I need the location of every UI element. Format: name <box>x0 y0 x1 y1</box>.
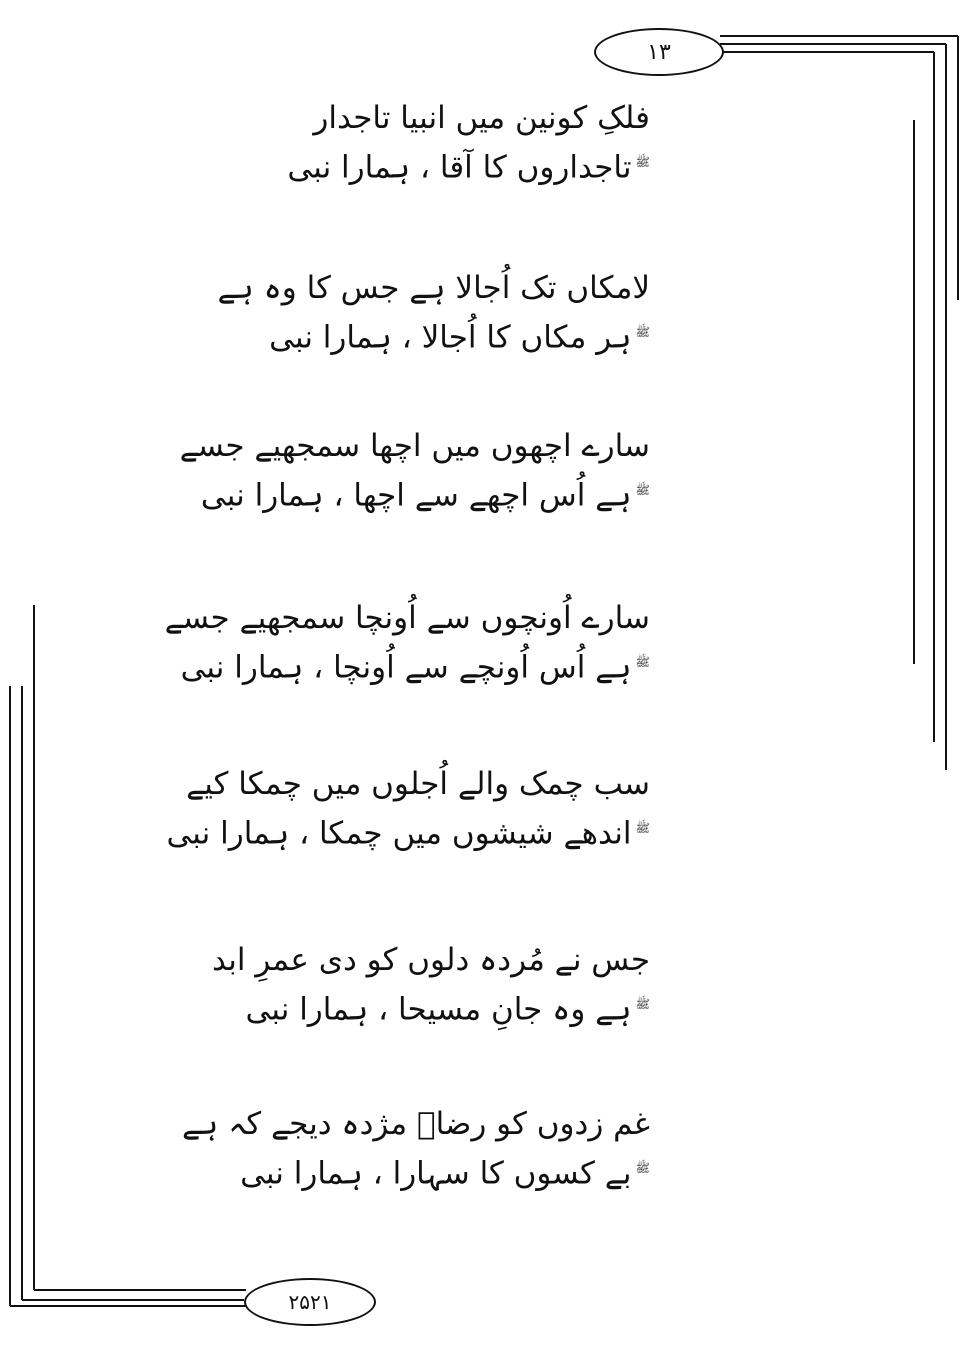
stanza-3-line-1: سارے اچھوں میں اچھا سمجھیے جسے <box>179 428 650 464</box>
page-number-bottom: ۲۵۲۱ <box>244 1278 376 1326</box>
stanza-4 <box>164 596 650 689</box>
stanza-6-line-2-text: ہے وہ جانِ مسیحا ، ہمارا نبی <box>245 991 632 1028</box>
page-number-top: ۱۳ <box>594 28 724 76</box>
honorific-mark: ﷺ <box>635 483 650 497</box>
stanza-2-line-2-text: ہر مکاں کا اُجالا ، ہمارا نبی <box>269 319 632 356</box>
honorific-mark: ﷺ <box>635 655 650 669</box>
stanza-3-line-2 <box>200 468 650 517</box>
stanza-7 <box>182 1102 650 1195</box>
stanza-4-line-2-text: ہے اُس اُونچے سے اُونچا ، ہمارا نبی <box>180 649 632 686</box>
stanza-5-line-1: سب چمک والے اُجلوں میں چمکا کیے <box>186 766 650 802</box>
stanza-6-line-2 <box>245 982 650 1031</box>
stanza-4-line-1: سارے اُونچوں سے اُونچا سمجھیے جسے <box>164 600 650 636</box>
stanza-7-line-1: غم زدوں کو رضاؔ مژدہ دیجے کہ ہے <box>182 1106 650 1142</box>
stanza-7-line-2-text: بے کسوں کا سہارا ، ہمارا نبی <box>240 1155 632 1192</box>
stanza-5-line-2 <box>166 806 650 855</box>
stanza-6 <box>211 938 650 1031</box>
stanza-1-line-1: فلکِ کونین میں انبیا تاجدار <box>313 100 650 136</box>
honorific-mark: ﷺ <box>635 155 650 169</box>
stanza-3 <box>179 424 650 517</box>
stanza-3-line-2-text: ہے اُس اچھے سے اچھا ، ہمارا نبی <box>200 477 632 514</box>
honorific-mark: ﷺ <box>635 325 650 339</box>
honorific-mark: ﷺ <box>635 1161 650 1175</box>
stanza-6-line-1: جس نے مُردہ دلوں کو دی عمرِ ابد <box>211 942 650 978</box>
stanza-1-line-2 <box>250 140 650 189</box>
honorific-mark: ﷺ <box>635 821 650 835</box>
stanza-7-line-2 <box>240 1146 650 1195</box>
stanza-2 <box>217 266 650 359</box>
stanza-1-line-2-text: تاجداروں کا آقا ، ہمارا نبی <box>287 149 632 186</box>
stanza-2-line-2 <box>250 310 650 359</box>
stanza-5-line-2-text: اندھے شیشوں میں چمکا ، ہمارا نبی <box>166 815 632 852</box>
stanza-5 <box>166 762 650 855</box>
stanza-2-line-1: لامکاں تک اُجالا ہے جس کا وہ ہے <box>217 270 650 306</box>
honorific-mark: ﷺ <box>635 997 650 1011</box>
stanza-1 <box>250 96 650 189</box>
stanza-4-line-2 <box>180 640 650 689</box>
